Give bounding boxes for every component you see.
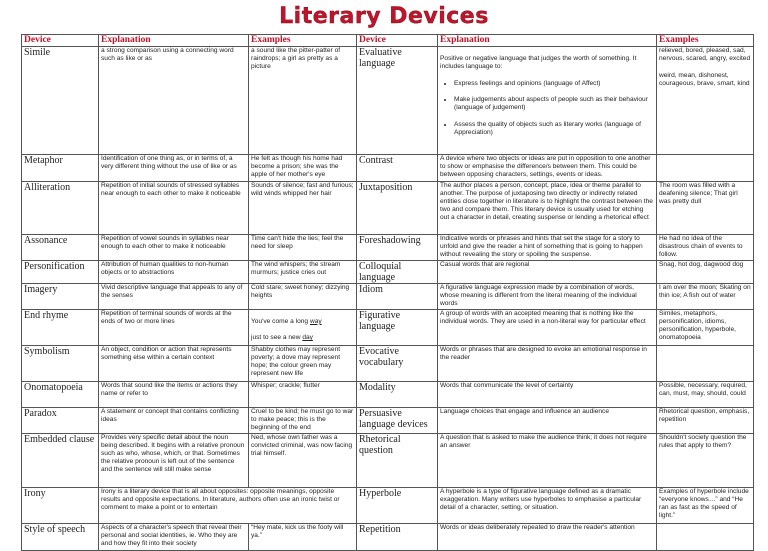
device-example [657, 345, 754, 381]
header-device-right: Device [357, 35, 438, 47]
table-row [22, 487, 754, 523]
device-explanation: A group of words with an accepted meaning that is nothing like the individual words. They are used in a non-literal way for particular effect [438, 309, 657, 345]
device-name: Persuasive language devices [357, 407, 438, 433]
device-explanation: Repetition of vowel sounds in syllables near enough to each other to make it noticeable [99, 234, 249, 260]
device-example: He had no idea of the disastrous chain of events to follow. [657, 234, 754, 260]
device-name: Metaphor [22, 154, 99, 181]
device-example: He felt as though his home had become a prison; she was the apple of her mother's eye [249, 154, 357, 181]
device-explanation: Casual words that are regional [438, 260, 657, 283]
table-row [22, 260, 754, 283]
device-explanation: Aspects of a character's speech that reveal their personal and social identities, ie. Who they are and how they fit into their society [99, 523, 249, 550]
device-name: Hyperbole [357, 487, 438, 523]
device-example: Sounds of silence; fast and furious; wild winds whipped her hair [249, 181, 357, 234]
bullet-list [440, 72, 654, 146]
header-device-left: Device [22, 35, 99, 47]
table-row [22, 523, 754, 550]
device-name: Assonance [22, 234, 99, 260]
device-example: Ned, whose own father was a convicted criminal, was now facing trial himself. [249, 433, 357, 487]
device-explanation: The author places a person, concept, place, idea or theme parallel to another. The purpose of juxtaposing two directly or indirectly related entities close together in literature is to highlight the contrast between the two and compare them. This literary device is usually used for etching out a character in detail, creating suspense or lending a rhetorical effect [438, 181, 657, 234]
literary-devices-table [21, 34, 754, 551]
device-explanation: A statement or concept that contains conflicting ideas [99, 407, 249, 433]
underlined-word: day [302, 334, 313, 342]
device-explanation: Repetition of initial sounds of stressed syllables near enough to each other to make it noticeable [99, 181, 249, 234]
device-explanation: Attribution of human qualities to non-human objects or to abstractions [99, 260, 249, 283]
device-explanation [438, 47, 657, 155]
device-example: Rhetorical question, emphasis, repetition [657, 407, 754, 433]
device-name: Symbolism [22, 345, 99, 381]
table-row [22, 283, 754, 309]
device-name: Figurative language [357, 309, 438, 345]
device-explanation: A device where two objects or ideas are put in opposition to one another to show or emphasise the difference/s between them. This could be between opposing characters, settings, events or ideas. [438, 154, 657, 181]
device-name: Style of speech [22, 523, 99, 550]
device-explanation: A hyperbole is a type of figurative language defined as a dramatic exaggeration. Many writers use hyperboles to emphasise a particular detail of a character, setting, or situation. [438, 487, 657, 523]
device-example [249, 309, 357, 345]
device-explanation: Words or ideas deliberately repeated to draw the reader's attention [438, 523, 657, 550]
list-item: • Assess the quality of objects such as literary works (language of Appreciation) [454, 121, 654, 137]
table-row [22, 433, 754, 487]
device-name: Evocative vocabulary [357, 345, 438, 381]
device-example: “Hey mate, kick us the footy will ya.” [249, 523, 357, 550]
device-name: Foreshadowing [357, 234, 438, 260]
device-name: Repetition [357, 523, 438, 550]
device-example: Shouldn't society question the rules that apply to them? [657, 433, 754, 487]
device-name: Contrast [357, 154, 438, 181]
header-explanation-right: Explanation [438, 35, 657, 47]
device-example: The wind whispers; the stream murmurs; justice cries out [249, 260, 357, 283]
device-example: relieved, bored, pleased, sad, nervous, scared, angry, excited weird, mean, dishonest, courageous, brave, smart, kind [657, 47, 754, 155]
table-row [22, 154, 754, 181]
device-explanation: A question that is asked to make the audience think; it does not require an answer [438, 433, 657, 487]
table-row [22, 47, 754, 155]
table-row [22, 381, 754, 407]
device-name: Juxtaposition [357, 181, 438, 234]
device-explanation: Words that communicate the level of certainty [438, 381, 657, 407]
device-name: Idiom [357, 283, 438, 309]
device-name: Alliteration [22, 181, 99, 234]
device-name: End rhyme [22, 309, 99, 345]
device-name: Paradox [22, 407, 99, 433]
device-example: a sound like the pitter-patter of raindrops; a girl as pretty as a picture [249, 47, 357, 155]
device-example: Cruel to be kind; he must go to war to make peace; this is the beginning of the end [249, 407, 357, 433]
device-example: Possible, necessary, required, can, must, may, should, could [657, 381, 754, 407]
device-example: I am over the moon; Skating on thin ice; A fish out of water [657, 283, 754, 309]
device-explanation: Words that sound like the items or actions they name or refer to [99, 381, 249, 407]
device-explanation: Identification of one thing as, or in terms of, a very different thing without the use of like or as [99, 154, 249, 181]
device-example: Cold stare; sweet honey; dizzying heights [249, 283, 357, 309]
device-name: Irony [22, 487, 99, 523]
device-example [657, 154, 754, 181]
device-example: The room was filled with a deafening silence; That girl was pretty dull [657, 181, 754, 234]
device-explanation: Provides very specific detail about the noun being described. It begins with a relative pronoun such as who, whose, which, or that. Sometimes the relative pronoun is left out of the sentence and the sentence will still make sense [99, 433, 249, 487]
device-name: Rhetorical question [357, 433, 438, 487]
device-name: Imagery [22, 283, 99, 309]
device-name: Onomatopoeia [22, 381, 99, 407]
device-example: Snag, hot dog, dagwood dog [657, 260, 754, 283]
device-explanation: Repetition of terminal sounds of words at the ends of two or more lines [99, 309, 249, 345]
list-item: • Express feelings and opinions (language of Affect) [454, 80, 654, 88]
device-example [657, 523, 754, 550]
device-example: Similes, metaphors, personification, idioms, personification, hyperbole, onomatopoeia [657, 309, 754, 345]
table-row [22, 345, 754, 381]
device-name: Modality [357, 381, 438, 407]
device-explanation: Language choices that engage and influence an audience [438, 407, 657, 433]
explanation-intro: Positive or negative language that judges the worth of something. It includes language to: [440, 55, 637, 71]
device-example: Time can't hide the lies; feel the need for sleep [249, 234, 357, 260]
device-name: Evaluative language [357, 47, 438, 155]
table-row [22, 407, 754, 433]
table-row [22, 309, 754, 345]
device-explanation: A figurative language expression made by a combination of words, whose meaning is different from the literal meaning of the individual words [438, 283, 657, 309]
device-explanation: Irony is a literary device that is all about opposites: opposite meanings, opposite results and opposite expectations. In literature, authors often use an ironic twist or comment to make a point or to entertain [99, 487, 357, 523]
example-line-2: just to see a new day [251, 334, 313, 342]
device-name: Embedded clause [22, 433, 99, 487]
device-name: Personification [22, 260, 99, 283]
device-explanation: Indicative words or phrases and hints that set the stage for a story to unfold and give the reader a hint of something that is going to happen without revealing the story or spoiling the suspense. [438, 234, 657, 260]
header-row [22, 35, 754, 47]
header-examples-right: Examples [657, 35, 754, 47]
underlined-word: way [309, 317, 322, 325]
list-item: • Make judgements about aspects of people such as their behaviour (language of judgement) [454, 96, 654, 112]
device-example: Examples of hyperbole include “everyone knows…” and “He ran as fast as the speed of light.” [657, 487, 754, 523]
device-example: Whisper; crackle; flutter [249, 381, 357, 407]
device-name: Colloquial language [357, 260, 438, 283]
device-explanation: Words or phrases that are designed to evoke an emotional response in the reader [438, 345, 657, 381]
device-explanation: An object, condition or action that represents something else within a certain context [99, 345, 249, 381]
device-example: Shabby clothes may represent poverty; a dove may represent hope; the colour green may represent new life [249, 345, 357, 381]
example-line-1: You've come a long way [251, 317, 322, 325]
device-explanation: a strong comparison using a connecting word such as like or as [99, 47, 249, 155]
table-row [22, 181, 754, 234]
device-explanation: Vivid descriptive language that appeals to any of the senses [99, 283, 249, 309]
header-explanation-left: Explanation [99, 35, 249, 47]
table-row [22, 234, 754, 260]
header-examples-left: Examples [249, 35, 357, 47]
page-title: Literary Devices [279, 4, 489, 29]
device-name: Simile [22, 47, 99, 155]
